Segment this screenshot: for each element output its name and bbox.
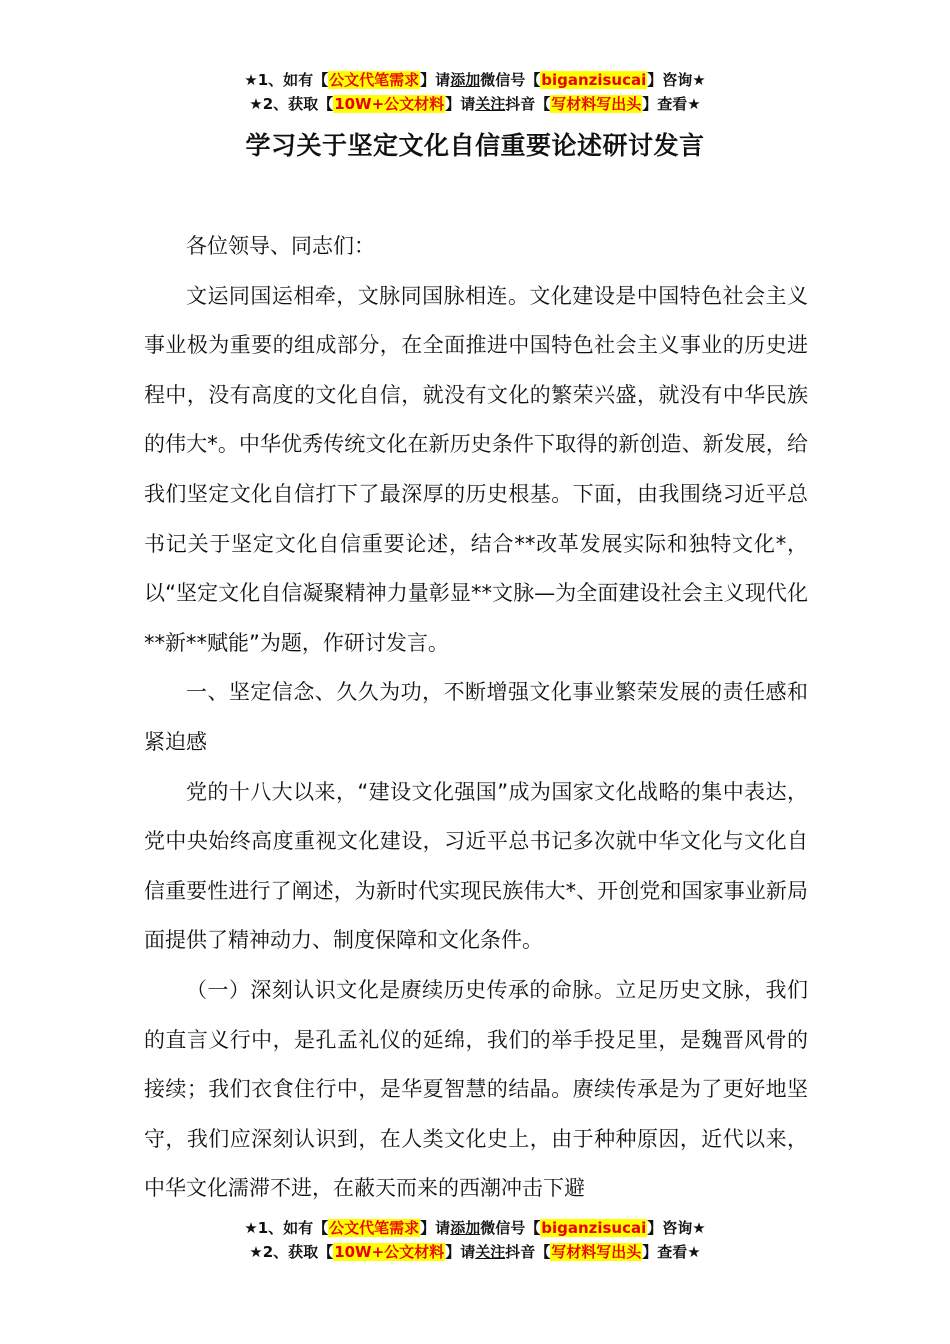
promo-text: 】请 <box>420 71 451 89</box>
salutation: 各位领导、同志们： <box>186 234 375 258</box>
promo-banner-bottom <box>0 1216 950 1264</box>
promo-text: 微信号【 <box>480 1219 541 1237</box>
document-title: 学习关于坚定文化自信重要论述研讨发言 <box>245 131 705 160</box>
promo-text: 】查看★ <box>642 1243 701 1261</box>
promo-text: ★2、获取【 <box>249 95 334 113</box>
promo-text: 抖音【 <box>505 1243 551 1261</box>
promo-text: 】请 <box>445 1243 476 1261</box>
promo-text: 】请 <box>445 95 476 113</box>
promo-highlight: biganzisucai <box>541 71 647 89</box>
document-body <box>144 222 808 1214</box>
promo-text: ★1、如有【 <box>244 1219 329 1237</box>
promo-highlight: 公文代笔需求 <box>329 71 420 89</box>
promo-text: 】查看★ <box>642 95 701 113</box>
promo-text: 】请 <box>420 1219 451 1237</box>
body-paragraph: 文运同国运相牵，文脉同国脉相连。文化建设是中国特色社会主义事业极为重要的组成部分，在全面推进中国特色社会主义事业的历史进程中，没有高度的文化自信，就没有文化的繁荣兴盛，就没有中华民族的伟大*。中华优秀传统文化在新历史条件下取得的新创造、新发展，给我们坚定文化自信打下了最深厚的历史根基。下面，由我围绕习近平总书记关于坚定文化自信重要论述，结合**改革发展实际和独特文化*，以“坚定文化自信凝聚精神力量彰显**文脉—为全面建设社会主义现代化**新**赋能”为题，作研讨发言。 <box>144 283 808 655</box>
promo-emphasis: 添加 <box>450 1219 481 1237</box>
promo-highlight: 写材料写出头 <box>551 1243 642 1261</box>
promo-line-1 <box>0 68 950 92</box>
body-paragraph: 党的十八大以来，“建设文化强国”成为国家文化战略的集中表达，党中央始终高度重视文化建设，习近平总书记多次就中华文化与文化自信重要性进行了阐述，为新时代实现民族伟大*、开创党和国家事业新局面提供了精神动力、制度保障和文化条件。 <box>144 779 808 953</box>
section-heading: 一、坚定信念、久久为功，不断增强文化事业繁荣发展的责任感和紧迫感 <box>144 680 808 754</box>
promo-text: 】咨询★ <box>647 71 706 89</box>
promo-text: 微信号【 <box>480 71 541 89</box>
promo-highlight: 10W+公文材料 <box>334 1243 445 1261</box>
promo-line-2 <box>0 92 950 116</box>
promo-line-1 <box>0 1216 950 1240</box>
promo-text: 抖音【 <box>505 95 551 113</box>
promo-text: 】咨询★ <box>647 1219 706 1237</box>
promo-highlight: 10W+公文材料 <box>334 95 445 113</box>
promo-highlight: 写材料写出头 <box>551 95 642 113</box>
promo-banner-top <box>0 68 950 116</box>
promo-line-2 <box>0 1240 950 1264</box>
promo-highlight: biganzisucai <box>541 1219 647 1237</box>
promo-text: ★2、获取【 <box>249 1243 334 1261</box>
promo-emphasis: 添加 <box>450 71 481 89</box>
promo-text: ★1、如有【 <box>244 71 329 89</box>
promo-emphasis: 关注 <box>475 95 506 113</box>
body-paragraph: （一）深刻认识文化是赓续历史传承的命脉。立足历史文脉，我们的直言义行中，是孔孟礼仪的延绵，我们的举手投足里，是魏晋风骨的接续；我们衣食住行中，是华夏智慧的结晶。赓续传承是为了更好地坚守，我们应深刻认识到，在人类文化史上，由于种种原因，近代以来，中华文化濡滞不进，在蔽天而来的西潮冲击下避 <box>144 977 808 1201</box>
promo-highlight: 公文代笔需求 <box>329 1219 420 1237</box>
promo-emphasis: 关注 <box>475 1243 506 1261</box>
